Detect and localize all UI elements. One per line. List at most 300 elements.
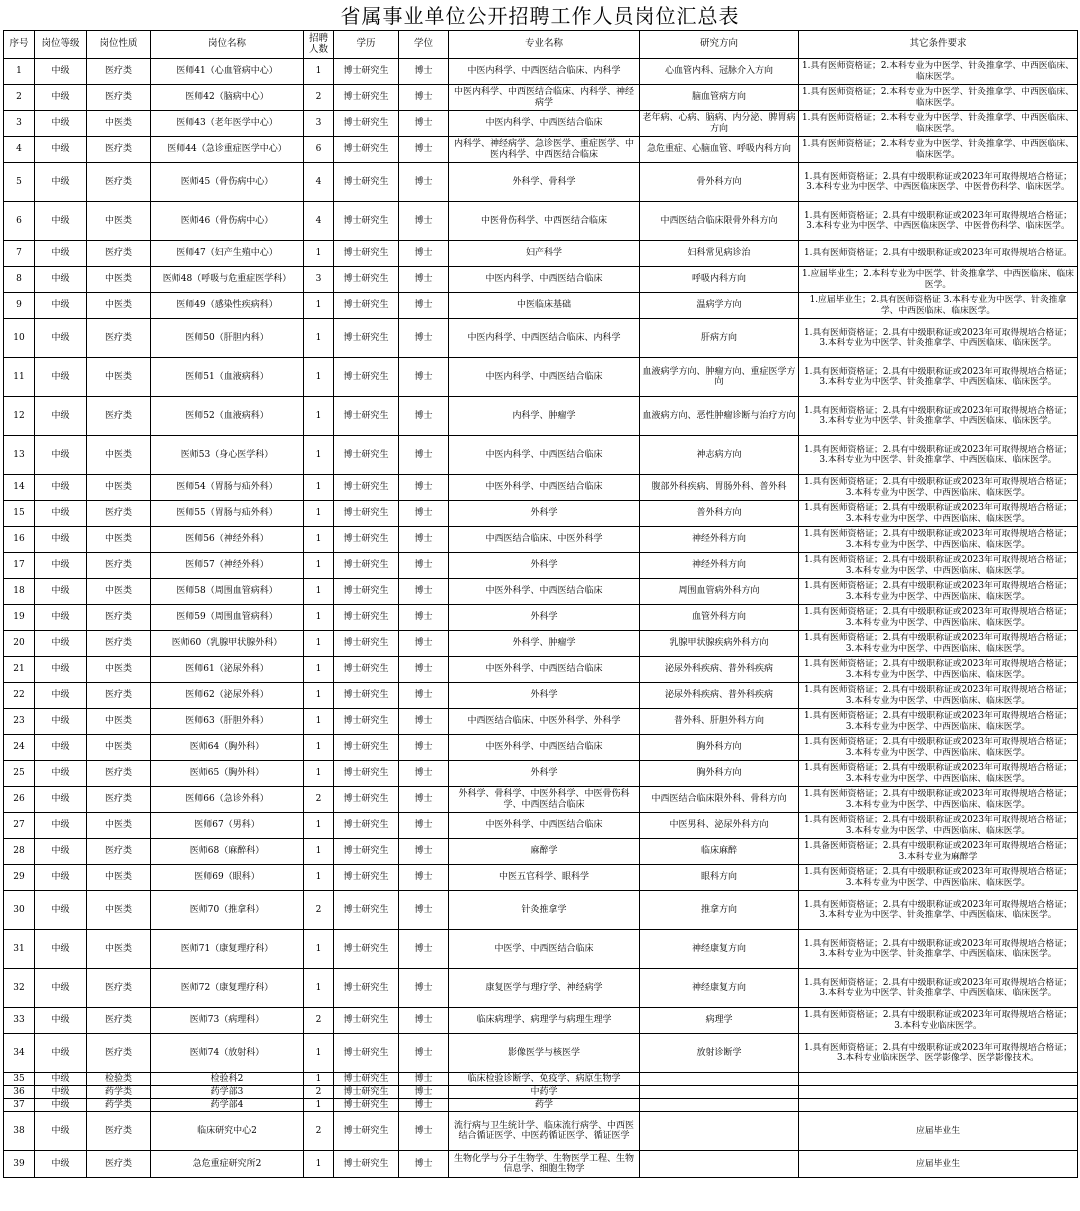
degree-cell: 博士 (399, 839, 449, 865)
index-cell: 32 (4, 969, 35, 1008)
index-cell: 27 (4, 813, 35, 839)
level-cell: 中级 (35, 930, 87, 969)
education-cell: 博士研究生 (334, 436, 399, 475)
level-cell: 中级 (35, 59, 87, 85)
table-row (4, 501, 1078, 527)
level-cell: 中级 (35, 631, 87, 657)
major-cell: 针灸推拿学 (449, 891, 640, 930)
headcount-cell: 1 (304, 59, 334, 85)
nature-cell: 中医类 (87, 475, 151, 501)
nature-cell: 中医类 (87, 436, 151, 475)
level-cell: 中级 (35, 813, 87, 839)
headcount-cell: 2 (304, 1008, 334, 1034)
position-name-cell: 医师63（肝胆外科） (151, 709, 304, 735)
index-cell: 13 (4, 436, 35, 475)
major-cell: 中医内科学、中西医结合临床、内科学 (449, 59, 640, 85)
header-nature: 岗位性质 (87, 31, 151, 59)
education-cell: 博士研究生 (334, 891, 399, 930)
education-cell: 博士研究生 (334, 111, 399, 137)
degree-cell: 博士 (399, 657, 449, 683)
index-cell: 17 (4, 553, 35, 579)
requirements-cell: 应届毕业生 (799, 1151, 1078, 1178)
level-cell: 中级 (35, 1112, 87, 1151)
table-row (4, 527, 1078, 553)
education-cell: 博士研究生 (334, 1034, 399, 1073)
table-row (4, 163, 1078, 202)
education-cell: 博士研究生 (334, 865, 399, 891)
headcount-cell: 1 (304, 735, 334, 761)
degree-cell: 博士 (399, 59, 449, 85)
nature-cell: 医疗类 (87, 553, 151, 579)
position-name-cell: 医师57（神经外科） (151, 553, 304, 579)
requirements-cell: 1.具有医师资格证；2.本科专业为中医学、针灸推拿学、中西医临床、临床医学。 (799, 111, 1078, 137)
major-cell: 康复医学与理疗学、神经病学 (449, 969, 640, 1008)
nature-cell: 中医类 (87, 709, 151, 735)
position-name-cell: 医师66（急诊外科） (151, 787, 304, 813)
headcount-cell: 1 (304, 761, 334, 787)
table-row (4, 59, 1078, 85)
nature-cell: 医疗类 (87, 319, 151, 358)
level-cell: 中级 (35, 137, 87, 163)
position-name-cell: 医师54（胃肠与疝外科） (151, 475, 304, 501)
position-name-cell: 药学部4 (151, 1099, 304, 1112)
level-cell: 中级 (35, 657, 87, 683)
education-cell: 博士研究生 (334, 631, 399, 657)
research-direction-cell: 温病学方向 (640, 293, 799, 319)
position-name-cell: 医师43（老年医学中心） (151, 111, 304, 137)
degree-cell: 博士 (399, 475, 449, 501)
requirements-cell: 1.具有医师资格证；2.具有中级职称证或2023年可取得规培合格证；3.本科专业临床医学、医学影像学、医学影像技术。 (799, 1034, 1078, 1073)
degree-cell: 博士 (399, 930, 449, 969)
nature-cell: 中医类 (87, 111, 151, 137)
requirements-cell (799, 1099, 1078, 1112)
level-cell: 中级 (35, 969, 87, 1008)
table-row (4, 683, 1078, 709)
major-cell: 外科学、肿瘤学 (449, 631, 640, 657)
research-direction-cell (640, 1086, 799, 1099)
headcount-cell: 1 (304, 1099, 334, 1112)
research-direction-cell: 推拿方向 (640, 891, 799, 930)
headcount-cell: 1 (304, 501, 334, 527)
position-name-cell: 医师70（推拿科） (151, 891, 304, 930)
requirements-cell: 1.应届毕业生；2.具有医师资格证 3.本科专业为中医学、针灸推拿学、中西医临床、临床医学。 (799, 293, 1078, 319)
research-direction-cell: 神志病方向 (640, 436, 799, 475)
education-cell: 博士研究生 (334, 735, 399, 761)
degree-cell: 博士 (399, 891, 449, 930)
level-cell: 中级 (35, 605, 87, 631)
requirements-cell: 1.具有医师资格证；2.具有中级职称证或2023年可取得规培合格证；3.本科专业为中医学、中西医临床、临床医学。 (799, 475, 1078, 501)
major-cell: 外科学、骨科学、中医外科学、中医骨伤科学、中西医结合临床 (449, 787, 640, 813)
headcount-cell: 4 (304, 202, 334, 241)
table-row (4, 1073, 1078, 1086)
research-direction-cell: 放射诊断学 (640, 1034, 799, 1073)
requirements-cell: 1.具有医师资格证；2.本科专业为中医学、针灸推拿学、中西医临床、临床医学。 (799, 59, 1078, 85)
education-cell: 博士研究生 (334, 657, 399, 683)
headcount-cell: 1 (304, 579, 334, 605)
research-direction-cell (640, 1112, 799, 1151)
requirements-cell: 1.具有医师资格证；2.具有中级职称证或2023年可取得规培合格证；3.本科专业为中医学、中西医临床、临床医学。 (799, 501, 1078, 527)
headcount-cell: 1 (304, 397, 334, 436)
table-row (4, 735, 1078, 761)
index-cell: 1 (4, 59, 35, 85)
position-name-cell: 医师69（眼科） (151, 865, 304, 891)
nature-cell: 医疗类 (87, 1151, 151, 1178)
degree-cell: 博士 (399, 969, 449, 1008)
index-cell: 26 (4, 787, 35, 813)
level-cell: 中级 (35, 553, 87, 579)
requirements-cell: 1.具有医师资格证；2.具有中级职称证或2023年可取得规培合格证；3.本科专业为中医学、中西医临床医学、中医骨伤科学、临床医学。 (799, 202, 1078, 241)
table-row (4, 865, 1078, 891)
index-cell: 20 (4, 631, 35, 657)
position-name-cell: 医师44（急诊重症医学中心） (151, 137, 304, 163)
index-cell: 6 (4, 202, 35, 241)
major-cell: 中医外科学、中西医结合临床 (449, 475, 640, 501)
table-row (4, 1086, 1078, 1099)
headcount-cell: 1 (304, 358, 334, 397)
level-cell: 中级 (35, 839, 87, 865)
table-row (4, 761, 1078, 787)
education-cell: 博士研究生 (334, 319, 399, 358)
education-cell: 博士研究生 (334, 969, 399, 1008)
headcount-cell: 2 (304, 85, 334, 111)
nature-cell: 医疗类 (87, 1008, 151, 1034)
table-row (4, 930, 1078, 969)
position-name-cell: 医师64（胸外科） (151, 735, 304, 761)
position-name-cell: 急危重症研究所2 (151, 1151, 304, 1178)
research-direction-cell: 血液病学方向、肿瘤方向、重症医学方向 (640, 358, 799, 397)
requirements-cell (799, 1073, 1078, 1086)
position-name-cell: 医师67（男科） (151, 813, 304, 839)
degree-cell: 博士 (399, 319, 449, 358)
level-cell: 中级 (35, 1073, 87, 1086)
headcount-cell: 2 (304, 891, 334, 930)
table-row (4, 787, 1078, 813)
index-cell: 2 (4, 85, 35, 111)
position-name-cell: 医师58（周围血管病科） (151, 579, 304, 605)
headcount-cell: 1 (304, 813, 334, 839)
table-row (4, 813, 1078, 839)
headcount-cell: 2 (304, 787, 334, 813)
nature-cell: 中医类 (87, 735, 151, 761)
research-direction-cell: 呼吸内科方向 (640, 267, 799, 293)
major-cell: 内科学、肿瘤学 (449, 397, 640, 436)
table-row (4, 85, 1078, 111)
degree-cell: 博士 (399, 293, 449, 319)
index-cell: 4 (4, 137, 35, 163)
table-row (4, 397, 1078, 436)
nature-cell: 药学类 (87, 1099, 151, 1112)
degree-cell: 博士 (399, 1008, 449, 1034)
degree-cell: 博士 (399, 1099, 449, 1112)
index-cell: 34 (4, 1034, 35, 1073)
research-direction-cell: 中西医结合临床限骨外科方向 (640, 202, 799, 241)
research-direction-cell (640, 1099, 799, 1112)
requirements-cell: 1.具有医师资格证；2.具有中级职称证或2023年可取得规培合格证；3.本科专业为中医学、中西医临床、临床医学。 (799, 865, 1078, 891)
nature-cell: 医疗类 (87, 501, 151, 527)
level-cell: 中级 (35, 85, 87, 111)
index-cell: 19 (4, 605, 35, 631)
headcount-cell: 3 (304, 111, 334, 137)
table-row (4, 137, 1078, 163)
index-cell: 30 (4, 891, 35, 930)
table-row (4, 111, 1078, 137)
level-cell: 中级 (35, 1086, 87, 1099)
degree-cell: 博士 (399, 787, 449, 813)
table-row (4, 293, 1078, 319)
degree-cell: 博士 (399, 436, 449, 475)
nature-cell: 医疗类 (87, 241, 151, 267)
degree-cell: 博士 (399, 397, 449, 436)
education-cell: 博士研究生 (334, 475, 399, 501)
position-summary-table (3, 30, 1078, 1178)
requirements-cell: 1.具有医师资格证；2.具有中级职称证或2023年可取得规培合格证；3.本科专业为中医学、针灸推拿学、中西医临床、临床医学。 (799, 397, 1078, 436)
degree-cell: 博士 (399, 1112, 449, 1151)
education-cell: 博士研究生 (334, 761, 399, 787)
position-name-cell: 医师60（乳腺甲状腺外科） (151, 631, 304, 657)
requirements-cell: 1.具有医师资格证；2.具有中级职称证或2023年可取得规培合格证；3.本科专业为中医学、针灸推拿学、中西医临床、临床医学。 (799, 969, 1078, 1008)
requirements-cell: 1.具有医师资格证；2.具有中级职称证或2023年可取得规培合格证；3.本科专业为中医学、针灸推拿学、中西医临床、临床医学。 (799, 358, 1078, 397)
education-cell: 博士研究生 (334, 59, 399, 85)
education-cell: 博士研究生 (334, 501, 399, 527)
education-cell: 博士研究生 (334, 1073, 399, 1086)
education-cell: 博士研究生 (334, 358, 399, 397)
research-direction-cell: 心血管内科、冠脉介入方向 (640, 59, 799, 85)
headcount-cell: 1 (304, 1073, 334, 1086)
headcount-cell: 1 (304, 436, 334, 475)
headcount-cell: 1 (304, 930, 334, 969)
education-cell: 博士研究生 (334, 579, 399, 605)
education-cell: 博士研究生 (334, 683, 399, 709)
degree-cell: 博士 (399, 111, 449, 137)
research-direction-cell: 骨外科方向 (640, 163, 799, 202)
table-row (4, 969, 1078, 1008)
index-cell: 38 (4, 1112, 35, 1151)
level-cell: 中级 (35, 787, 87, 813)
degree-cell: 博士 (399, 1086, 449, 1099)
major-cell: 中医内科学、中西医结合临床、内科学 (449, 319, 640, 358)
education-cell: 博士研究生 (334, 1086, 399, 1099)
nature-cell: 中医类 (87, 930, 151, 969)
education-cell: 博士研究生 (334, 1008, 399, 1034)
index-cell: 39 (4, 1151, 35, 1178)
degree-cell: 博士 (399, 267, 449, 293)
level-cell: 中级 (35, 1008, 87, 1034)
headcount-cell: 1 (304, 683, 334, 709)
education-cell: 博士研究生 (334, 85, 399, 111)
position-name-cell: 医师65（胸外科） (151, 761, 304, 787)
table-row (4, 709, 1078, 735)
major-cell: 中西医结合临床、中医外科学 (449, 527, 640, 553)
education-cell: 博士研究生 (334, 202, 399, 241)
position-name-cell: 医师49（感染性疾病科） (151, 293, 304, 319)
table-row (4, 436, 1078, 475)
level-cell: 中级 (35, 579, 87, 605)
major-cell: 中药学 (449, 1086, 640, 1099)
major-cell: 药学 (449, 1099, 640, 1112)
table-row (4, 358, 1078, 397)
requirements-cell: 1.具有医师资格证；2.具有中级职称证或2023年可取得规培合格证；3.本科专业为中医学、中西医临床、临床医学。 (799, 735, 1078, 761)
degree-cell: 博士 (399, 813, 449, 839)
header-level: 岗位等级 (35, 31, 87, 59)
education-cell: 博士研究生 (334, 527, 399, 553)
position-name-cell: 医师53（身心医学科） (151, 436, 304, 475)
index-cell: 25 (4, 761, 35, 787)
position-name-cell: 医师42（脑病中心） (151, 85, 304, 111)
research-direction-cell: 急危重症、心脑血管、呼吸内科方向 (640, 137, 799, 163)
nature-cell: 中医类 (87, 527, 151, 553)
nature-cell: 医疗类 (87, 85, 151, 111)
index-cell: 18 (4, 579, 35, 605)
position-name-cell: 医师48（呼吸与危重症医学科） (151, 267, 304, 293)
degree-cell: 博士 (399, 683, 449, 709)
research-direction-cell: 神经康复方向 (640, 930, 799, 969)
major-cell: 中医外科学、中西医结合临床 (449, 735, 640, 761)
education-cell: 博士研究生 (334, 709, 399, 735)
major-cell: 临床病理学、病理学与病理生理学 (449, 1008, 640, 1034)
requirements-cell: 应届毕业生 (799, 1112, 1078, 1151)
education-cell: 博士研究生 (334, 1151, 399, 1178)
headcount-cell: 1 (304, 1151, 334, 1178)
degree-cell: 博士 (399, 241, 449, 267)
major-cell: 中西医结合临床、中医外科学、外科学 (449, 709, 640, 735)
table-row (4, 631, 1078, 657)
research-direction-cell: 胸外科方向 (640, 735, 799, 761)
nature-cell: 中医类 (87, 267, 151, 293)
index-cell: 3 (4, 111, 35, 137)
index-cell: 10 (4, 319, 35, 358)
degree-cell: 博士 (399, 579, 449, 605)
major-cell: 外科学 (449, 501, 640, 527)
nature-cell: 中医类 (87, 358, 151, 397)
major-cell: 中医内科学、中西医结合临床、内科学、神经病学 (449, 85, 640, 111)
requirements-cell: 1.具有医师资格证；2.具有中级职称证或2023年可取得规培合格证；3.本科专业临床医学。 (799, 1008, 1078, 1034)
level-cell: 中级 (35, 111, 87, 137)
requirements-cell: 1.具备医师资格证；2.具有中级职称证或2023年可取得规培合格证；3.本科专业为麻醉学 (799, 839, 1078, 865)
major-cell: 中医学、中西医结合临床 (449, 930, 640, 969)
degree-cell: 博士 (399, 553, 449, 579)
table-row (4, 605, 1078, 631)
major-cell: 妇产科学 (449, 241, 640, 267)
table-row (4, 579, 1078, 605)
headcount-cell: 1 (304, 631, 334, 657)
table-row (4, 891, 1078, 930)
requirements-cell (799, 1086, 1078, 1099)
table-row (4, 657, 1078, 683)
degree-cell: 博士 (399, 709, 449, 735)
degree-cell: 博士 (399, 85, 449, 111)
table-header-row (4, 31, 1078, 59)
index-cell: 29 (4, 865, 35, 891)
position-name-cell: 检验科2 (151, 1073, 304, 1086)
header-research-direction: 研究方向 (640, 31, 799, 59)
headcount-cell: 2 (304, 1086, 334, 1099)
table-row (4, 1099, 1078, 1112)
education-cell: 博士研究生 (334, 267, 399, 293)
requirements-cell: 1.具有医师资格证；2.具有中级职称证或2023年可取得规培合格证；3.本科专业为中医学、中西医临床、临床医学。 (799, 631, 1078, 657)
major-cell: 流行病与卫生统计学、临床流行病学、中西医结合循证医学、中医药循证医学、循证医学 (449, 1112, 640, 1151)
level-cell: 中级 (35, 761, 87, 787)
headcount-cell: 2 (304, 1112, 334, 1151)
major-cell: 麻醉学 (449, 839, 640, 865)
level-cell: 中级 (35, 501, 87, 527)
index-cell: 22 (4, 683, 35, 709)
degree-cell: 博士 (399, 761, 449, 787)
requirements-cell: 1.具有医师资格证；2.具有中级职称证或2023年可取得规培合格证；3.本科专业为中医学、中西医临床、临床医学。 (799, 813, 1078, 839)
major-cell: 中医内科学、中西医结合临床 (449, 267, 640, 293)
requirements-cell: 1.具有医师资格证；2.具有中级职称证或2023年可取得规培合格证；3.本科专业为中医学、中西医临床医学、中医骨伤科学、临床医学。 (799, 163, 1078, 202)
headcount-cell: 1 (304, 969, 334, 1008)
nature-cell: 中医类 (87, 202, 151, 241)
position-name-cell: 医师61（泌尿外科） (151, 657, 304, 683)
position-name-cell: 医师72（康复理疗科） (151, 969, 304, 1008)
index-cell: 9 (4, 293, 35, 319)
nature-cell: 医疗类 (87, 683, 151, 709)
index-cell: 21 (4, 657, 35, 683)
education-cell: 博士研究生 (334, 137, 399, 163)
index-cell: 14 (4, 475, 35, 501)
table-row (4, 553, 1078, 579)
major-cell: 影像医学与核医学 (449, 1034, 640, 1073)
level-cell: 中级 (35, 436, 87, 475)
requirements-cell: 1.具有医师资格证；2.具有中级职称证或2023年可取得规培合格证；3.本科专业为中医学、中西医临床、临床医学。 (799, 605, 1078, 631)
nature-cell: 医疗类 (87, 605, 151, 631)
research-direction-cell: 妇科常见病诊治 (640, 241, 799, 267)
requirements-cell: 1.具有医师资格证；2.具有中级职称证或2023年可取得规培合格证；3.本科专业为中医学、针灸推拿学、中西医临床、临床医学。 (799, 319, 1078, 358)
major-cell: 外科学 (449, 761, 640, 787)
degree-cell: 博士 (399, 631, 449, 657)
degree-cell: 博士 (399, 1073, 449, 1086)
headcount-cell: 1 (304, 293, 334, 319)
degree-cell: 博士 (399, 605, 449, 631)
level-cell: 中级 (35, 358, 87, 397)
table-row (4, 1034, 1078, 1073)
education-cell: 博士研究生 (334, 553, 399, 579)
requirements-cell: 1.具有医师资格证；2.具有中级职称证或2023年可取得规培合格证；3.本科专业为中医学、中西医临床、临床医学。 (799, 657, 1078, 683)
headcount-cell: 1 (304, 241, 334, 267)
table-row (4, 1151, 1078, 1178)
requirements-cell: 1.具有医师资格证；2.具有中级职称证或2023年可取得规培合格证；3.本科专业为中医学、中西医临床、临床医学。 (799, 761, 1078, 787)
major-cell: 中医内科学、中西医结合临床 (449, 358, 640, 397)
education-cell: 博士研究生 (334, 1099, 399, 1112)
requirements-cell: 1.具有医师资格证；2.具有中级职称证或2023年可取得规培合格证；3.本科专业为中医学、中西医临床、临床医学。 (799, 787, 1078, 813)
header-position-name: 岗位名称 (151, 31, 304, 59)
headcount-cell: 1 (304, 319, 334, 358)
document-title: 省属事业单位公开招聘工作人员岗位汇总表 (340, 4, 740, 28)
position-name-cell: 医师62（泌尿外科） (151, 683, 304, 709)
major-cell: 中医五官科学、眼科学 (449, 865, 640, 891)
research-direction-cell: 临床麻醉 (640, 839, 799, 865)
headcount-cell: 1 (304, 475, 334, 501)
research-direction-cell: 乳腺甲状腺疾病外科方向 (640, 631, 799, 657)
index-cell: 35 (4, 1073, 35, 1086)
major-cell: 中医临床基础 (449, 293, 640, 319)
table-row (4, 1008, 1078, 1034)
level-cell: 中级 (35, 683, 87, 709)
nature-cell: 医疗类 (87, 631, 151, 657)
degree-cell: 博士 (399, 501, 449, 527)
nature-cell: 中医类 (87, 579, 151, 605)
nature-cell: 医疗类 (87, 1112, 151, 1151)
education-cell: 博士研究生 (334, 930, 399, 969)
nature-cell: 中医类 (87, 865, 151, 891)
level-cell: 中级 (35, 475, 87, 501)
level-cell: 中级 (35, 202, 87, 241)
table-row (4, 1112, 1078, 1151)
index-cell: 8 (4, 267, 35, 293)
degree-cell: 博士 (399, 865, 449, 891)
major-cell: 临床检验诊断学、免疫学、病原生物学 (449, 1073, 640, 1086)
education-cell: 博士研究生 (334, 397, 399, 436)
